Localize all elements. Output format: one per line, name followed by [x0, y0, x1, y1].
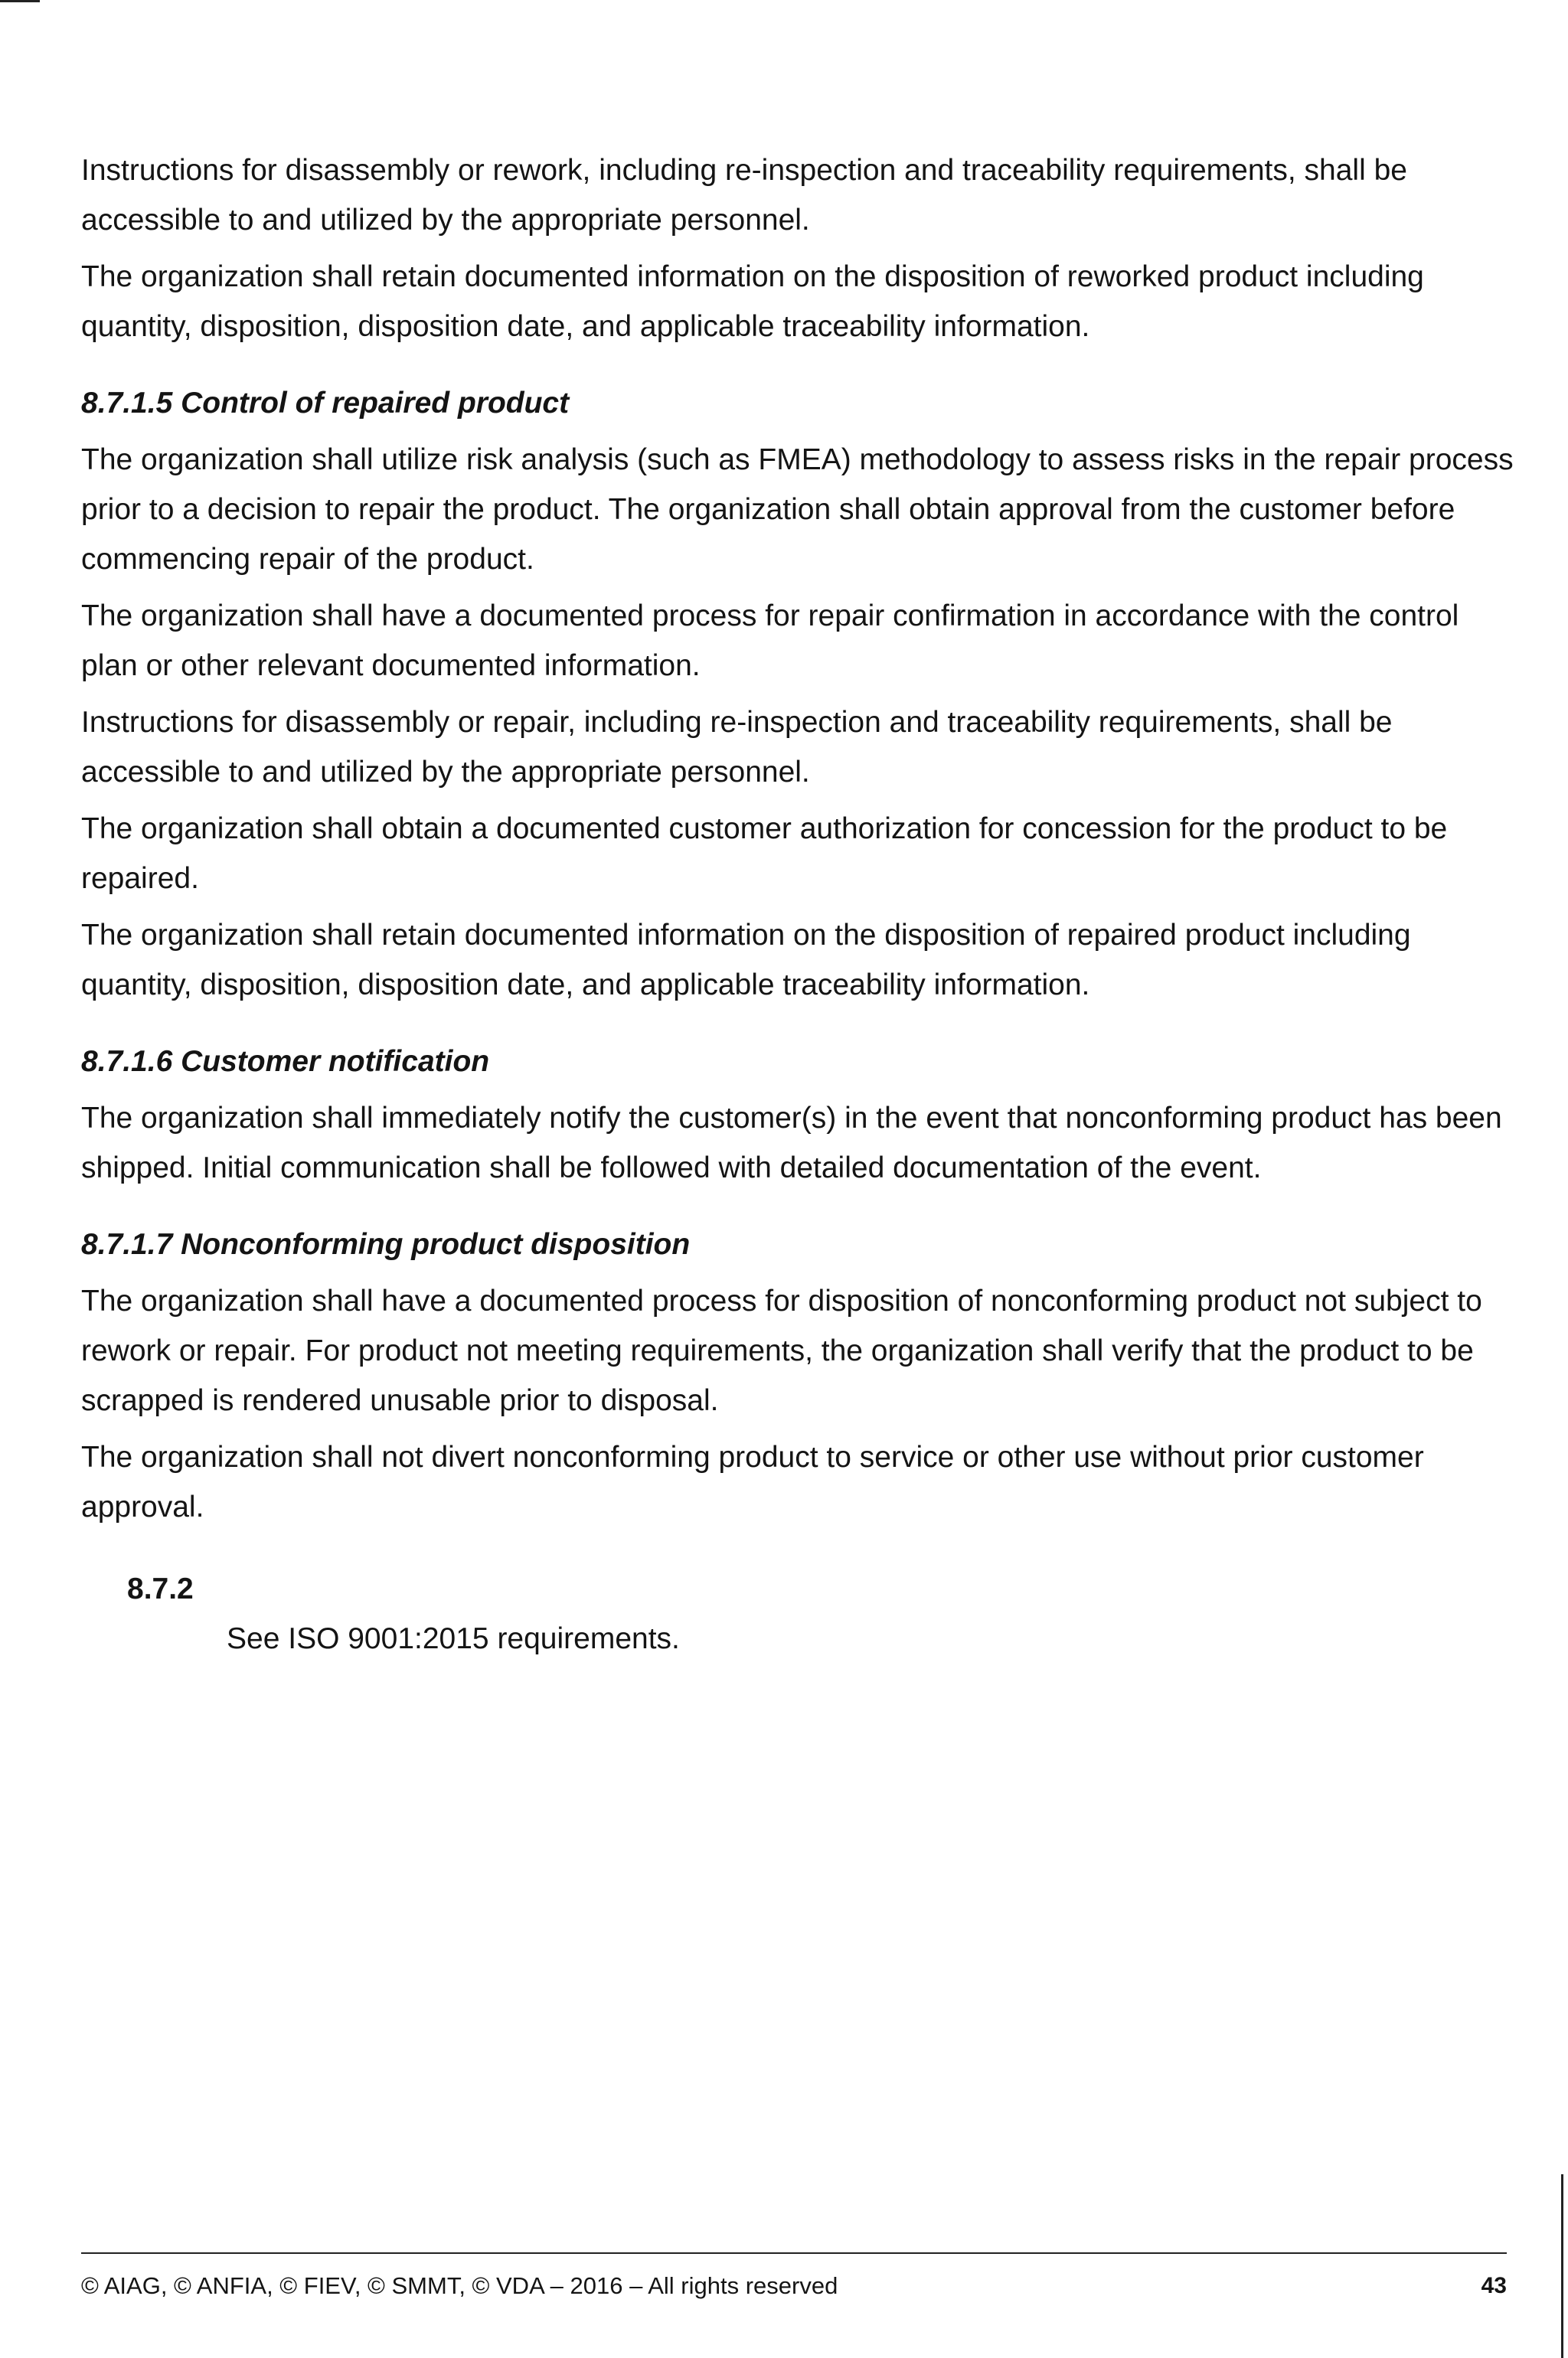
section-8-7-2 — [127, 1564, 1521, 1664]
footer-divider — [81, 2252, 1507, 2254]
section-heading: 8.7.1.7 Nonconforming product disposition — [81, 1228, 691, 1261]
section-8-7-1-5 — [81, 378, 1521, 1010]
page-number: 43 — [1481, 2273, 1507, 2298]
paragraph: The organization shall retain documented information on the disposition of repaired product including quantity, disposition, disposition date, and applicable traceability information. — [81, 919, 1411, 1001]
paragraph: The organization shall utilize risk analysis (such as FMEA) methodology to assess risks in the repair process prior to a decision to repair the product. The organization shall obtain approval from the customer before commencing repair of the product. — [81, 443, 1514, 576]
paragraph: The organization shall have a documented process for repair confirmation in accordance with the control plan or other relevant documented information. — [81, 599, 1459, 682]
section-8-7-1-6 — [81, 1037, 1521, 1193]
section-heading: 8.7.1.5 Control of repaired product — [81, 387, 570, 420]
footer-copyright: © AIAG, © ANFIA, © FIEV, © SMMT, © VDA – 2016 – All rights reserved — [81, 2272, 838, 2299]
paragraph: The organization shall obtain a documented customer authorization for concession for the product to be repaired. — [81, 812, 1448, 895]
section-8-7-1-7 — [81, 1220, 1521, 1532]
scan-edge-mark — [0, 0, 40, 2]
scan-edge-mark-right — [1561, 2174, 1563, 2358]
section-heading: 8.7.1.6 Customer notification — [81, 1045, 490, 1078]
paragraph: The organization shall not divert nonconforming product to service or other use without prior customer approval. — [81, 1441, 1424, 1524]
paragraph: The organization shall immediately notify the customer(s) in the event that nonconforming product has been shipped. Initial communication shall be followed with detailed documentation of the event. — [81, 1102, 1502, 1184]
paragraph-rework-retention: The organization shall retain documented information on the disposition of reworked product including quantity, disposition, disposition date, and applicable traceability information. — [81, 260, 1424, 343]
paragraph: The organization shall have a documented process for disposition of nonconforming product not subject to rework or repair. For product not meeting requirements, the organization shall verify that the product to be scrapped is rendered unusable prior to disposal. — [81, 1285, 1482, 1417]
section-text: See ISO 9001:2015 requirements. — [227, 1622, 680, 1655]
page-body — [81, 145, 1521, 1664]
paragraph-rework-instructions: Instructions for disassembly or rework, including re-inspection and traceability requirements, shall be accessible to and utilized by the appropriate personnel. — [81, 154, 1407, 237]
section-number: 8.7.2 — [127, 1573, 194, 1605]
paragraph: Instructions for disassembly or repair, including re-inspection and traceability requirements, shall be accessible to and utilized by the appropriate personnel. — [81, 706, 1393, 789]
